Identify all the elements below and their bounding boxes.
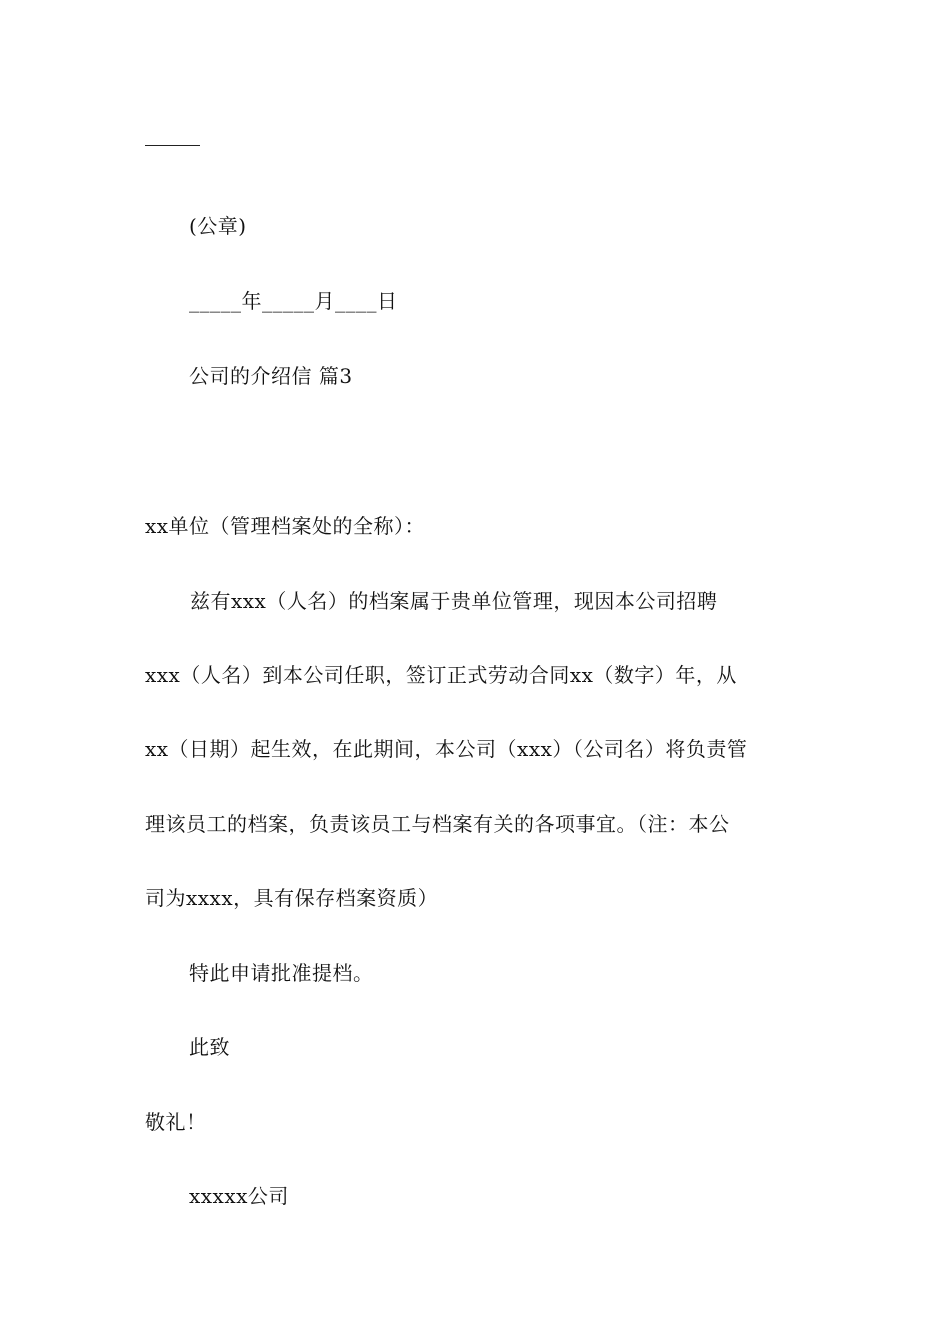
- section-heading: 公司的介绍信 篇3: [189, 364, 353, 388]
- body-line-1: 兹有xxx（人名）的档案属于贵单位管理，现因本公司招聘: [190, 589, 718, 613]
- closing-line-1: 此致: [189, 1035, 230, 1059]
- body-line-5: 司为xxxx，具有保存档案资质）: [145, 886, 439, 910]
- body-line-4: 理该员工的档案，负责该员工与档案有关的各项事宜。（注：本公: [145, 812, 730, 836]
- closing-line-2: 敬礼！: [145, 1110, 207, 1134]
- body-line-3: xx（日期）起生效，在此期间，本公司（xxx）（公司名）将负责管: [145, 737, 748, 761]
- signature-blank-line: [145, 145, 200, 146]
- seal-label: (公章): [189, 214, 247, 238]
- salutation: xx单位（管理档案处的全称）：: [145, 514, 426, 538]
- request-line: 特此申请批准提档。: [189, 961, 374, 985]
- date-line: _____年_____月____日: [189, 289, 398, 313]
- company-signature: xxxxx公司: [189, 1184, 289, 1208]
- body-line-2: xxx（人名）到本公司任职，签订正式劳动合同xx（数字）年，从: [145, 663, 737, 687]
